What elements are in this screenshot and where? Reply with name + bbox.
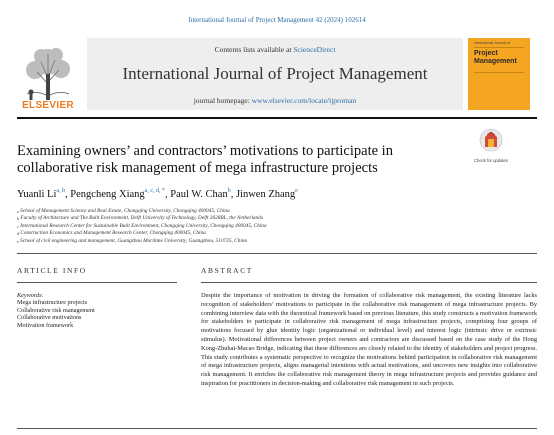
author-list xyxy=(17,189,537,200)
elsevier-wordmark: ELSEVIER xyxy=(22,100,74,111)
author-affiliation-marker[interactable]: a, b xyxy=(56,188,66,194)
keyword-item: Motivation framework xyxy=(17,321,74,329)
author-affiliation-marker[interactable]: a, c, d, * xyxy=(144,188,165,194)
cover-divider xyxy=(474,72,524,73)
journal-title: International Journal of Project Management xyxy=(122,64,428,83)
keyword-item: Mega infrastructure projects xyxy=(17,299,88,307)
cover-title: Project Management xyxy=(474,50,517,65)
journal-homepage-line xyxy=(87,96,463,105)
keywords-block xyxy=(17,292,167,329)
abstract-heading: ABSTRACT xyxy=(201,266,253,275)
masthead-divider xyxy=(17,117,537,119)
affiliation-text: International Research Center for Sustainable Built Environment, Chongqing University, Chongqing 400045, China xyxy=(20,222,267,229)
contents-available-line xyxy=(87,45,463,54)
affiliation-text: School of Management Science and Real Estate, Chongqing University, Chongqing 400045, China xyxy=(20,208,230,214)
section-divider xyxy=(17,253,537,254)
affiliation-list xyxy=(17,208,537,245)
author-name[interactable]: Paul W. Chan xyxy=(170,189,228,200)
journal-masthead xyxy=(17,38,537,112)
affiliation-marker: a xyxy=(17,209,19,214)
paper-title: Examining owners’ and contractors’ motivations to participate in collaborative risk management of mega infrastructure projects xyxy=(17,143,393,176)
affiliation-item xyxy=(17,223,537,230)
affiliation-text: School of civil engineering and management, Guangzhou Maritime University, Guangzhou, 510725, China xyxy=(20,237,248,244)
affiliation-text: Construction Economics and Management Research Center, Chongqing 400045, China xyxy=(20,230,206,237)
author-affiliation-marker[interactable]: b xyxy=(227,188,231,194)
author-name[interactable]: Yuanli Li xyxy=(17,189,57,200)
affiliation-text: Faculty of Architecture and The Built Environment, Delft University of Technology, Delft 2628BL, the Netherlands xyxy=(20,215,263,222)
check-for-updates-label[interactable]: Check for updates xyxy=(474,158,508,163)
article-info-divider xyxy=(17,282,177,283)
journal-homepage-link[interactable]: www.elsevier.com/locate/ijproman xyxy=(251,96,357,105)
sciencedirect-link[interactable]: ScienceDirect xyxy=(293,45,336,54)
keyword-item: Collaborative risk management xyxy=(17,306,95,314)
affiliation-item xyxy=(17,215,537,222)
author-separator: , xyxy=(164,189,171,200)
journal-cover-thumbnail[interactable] xyxy=(468,38,530,110)
affiliation-item xyxy=(17,238,537,245)
journal-reference[interactable]: International Journal of Project Management 42 (2024) 102614 xyxy=(188,16,366,24)
author-name[interactable]: Pengcheng Xiang xyxy=(70,189,145,200)
homepage-prefix: journal homepage: xyxy=(193,96,252,105)
article-info-heading: ARTICLE INFO xyxy=(17,266,87,275)
bottom-divider xyxy=(17,428,537,429)
contents-prefix: Contents lists available at xyxy=(214,45,294,54)
affiliation-marker: c xyxy=(17,223,19,229)
keyword-item: Collaborative motivations xyxy=(17,314,82,322)
author-separator: , xyxy=(65,189,71,200)
cover-divider xyxy=(474,47,524,48)
abstract-divider xyxy=(201,282,537,283)
author-separator: , xyxy=(230,189,236,200)
abstract-text: Despite the importance of motivation in driving the formation of collaborative risk management, the existing literature lacks recognition of stakeholders’ motivations to participate in the collaborative risk management of mega infrastructure projects. By combining interview data with the theoretical framework based on previous literature, this study constructs a motivation framework for stakeholders to participate in collaborative risk management of mega infrastructure projects, comprising four groups of motivations focused by glue identity logic (organizational or individual level) and interest logic (intrinsic drive or extrinsic stimulus). Motivational differences between project owners and contractors are discussed based on the case study of the Hong Kong-Zhuhai-Macao Bridge, indicating that these differences are closely related to the identity of stakeholders and project progress. This study contributes a systematic perspective to recognize the motivations behind participation in collaborative risk management of mega infrastructure projects, aligns managerial intentions with actual motivations, and uncovers new insights into collaborative risk management. It enriches the collaborative risk management theory in mega infrastructure projects and provides guidance and inspiration for practitioners in decision-making and collaborative risk management in such projects. xyxy=(201,292,537,387)
author-affiliation-marker[interactable]: e xyxy=(295,188,298,194)
affiliation-marker: d xyxy=(17,231,19,237)
author-name[interactable]: Jinwen Zhang xyxy=(235,189,296,200)
cover-top-label: International Journal of xyxy=(474,41,510,45)
journal-title-band xyxy=(87,38,463,110)
keywords-heading: Keywords: xyxy=(17,292,44,299)
check-for-updates-icon[interactable] xyxy=(476,127,506,161)
affiliation-marker: b xyxy=(17,216,19,222)
affiliation-marker: e xyxy=(17,238,19,244)
affiliation-item xyxy=(17,230,537,237)
